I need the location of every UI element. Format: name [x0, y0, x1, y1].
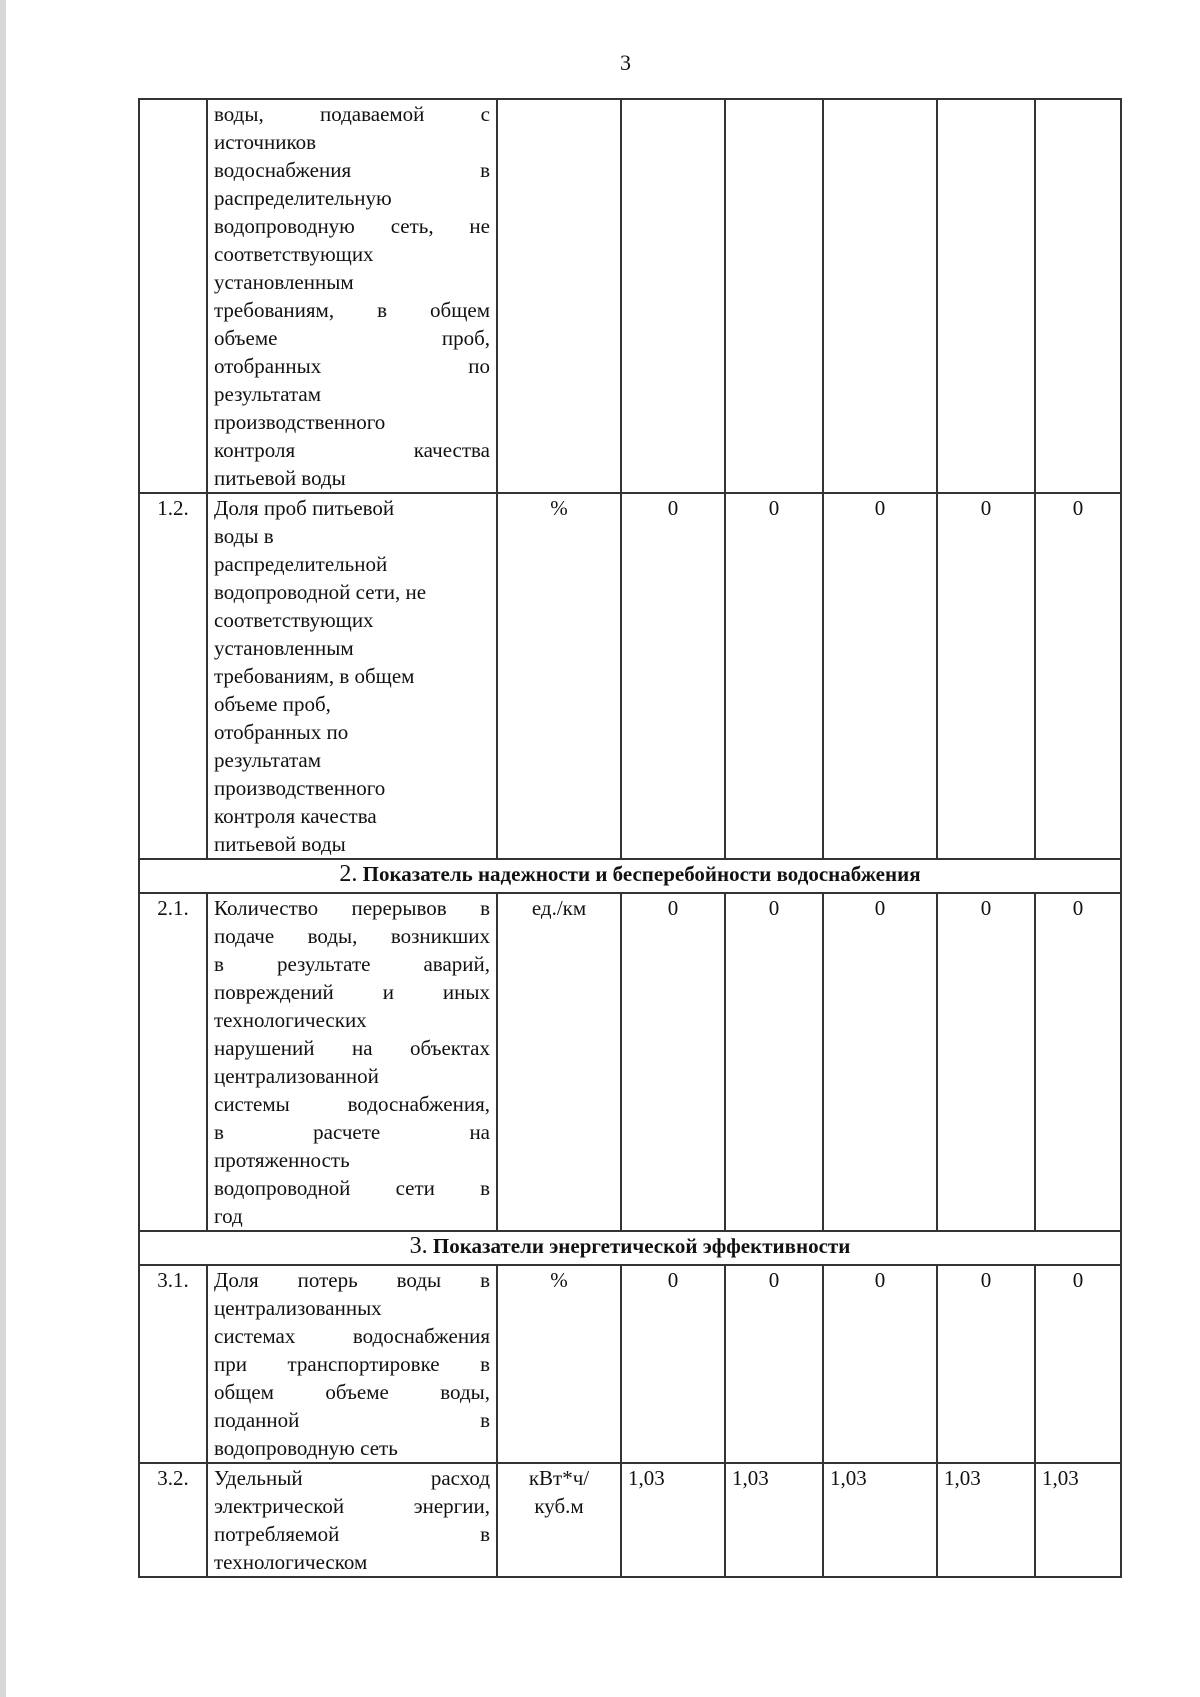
description-line: в результате аварий,: [214, 952, 490, 976]
value-cell: 0: [1035, 1265, 1121, 1463]
section-title: [139, 1231, 1121, 1265]
description-line: питьевой воды: [214, 832, 346, 856]
section-number: 2.: [339, 861, 358, 887]
description-line: водоснабжения в: [214, 158, 490, 182]
description-line: потребляемой в: [214, 1522, 490, 1546]
description-line: воды в: [214, 524, 274, 548]
description-line: производственного: [214, 776, 386, 800]
description-line: подаче воды, возникших: [214, 924, 490, 948]
section-title-text: Показатели энергетической эффективности: [432, 1234, 851, 1258]
description-line: контроля качества: [214, 438, 490, 462]
description-line: протяженность: [214, 1148, 350, 1172]
value-cell: 0: [621, 493, 725, 859]
value-cell: 0: [823, 493, 937, 859]
indicator-description: [207, 893, 497, 1231]
table-row-3-1: [139, 1265, 1121, 1463]
row-number-cell: 2.1.: [139, 893, 207, 1231]
row-number-cell: 3.1.: [139, 1265, 207, 1463]
indicator-description: [207, 1265, 497, 1463]
description-line: питьевой воды: [214, 466, 346, 490]
value-cell: 0: [1035, 493, 1121, 859]
indicators-table: [138, 98, 1122, 1578]
row-number-cell: [139, 99, 207, 493]
value-cell: 0: [621, 1265, 725, 1463]
description-line: водопроводной сети в: [214, 1176, 490, 1200]
description-line: объеме проб,: [214, 326, 490, 350]
description-line: установленным: [214, 636, 354, 660]
description-line: Количество перерывов в: [214, 896, 490, 920]
section-title-text: Показатель надежности и бесперебойности водоснабжения: [362, 862, 921, 886]
description-line: производственного: [214, 410, 386, 434]
description-line: распределительную: [214, 186, 392, 210]
value-cell: 1,03: [725, 1463, 823, 1577]
unit-cell: [497, 1463, 621, 1577]
description-line: требованиям, в общем: [214, 298, 490, 322]
description-line: воды, подаваемой с: [214, 102, 490, 126]
description-line: отобранных по: [214, 720, 349, 744]
value-cell: 1,03: [621, 1463, 725, 1577]
unit-cell: [497, 99, 621, 493]
value-cell: 0: [621, 893, 725, 1231]
description-line: Доля потерь воды в: [214, 1268, 490, 1292]
value-cell: 1,03: [823, 1463, 937, 1577]
description-line: результатам: [214, 748, 322, 772]
value-cell: 0: [823, 893, 937, 1231]
unit-cell: %: [497, 493, 621, 859]
description-line: централизованных: [214, 1296, 382, 1320]
value-cell: [621, 99, 725, 493]
value-cell: 0: [937, 893, 1035, 1231]
table-row-3-2: [139, 1463, 1121, 1577]
description-line: технологических: [214, 1008, 367, 1032]
description-line: общем объеме воды,: [214, 1380, 490, 1404]
description-line: водопроводной сети, не: [214, 580, 427, 604]
description-line: в расчете на: [214, 1120, 490, 1144]
value-cell: 0: [725, 893, 823, 1231]
value-cell: 0: [1035, 893, 1121, 1231]
description-line: нарушений на объектах: [214, 1036, 490, 1060]
description-line: при транспортировке в: [214, 1352, 490, 1376]
description-line: соответствующих: [214, 608, 374, 632]
description-line: контроля качества: [214, 804, 377, 828]
value-cell: 0: [937, 1265, 1035, 1463]
value-cell: 0: [823, 1265, 937, 1463]
row-number-cell: 3.2.: [139, 1463, 207, 1577]
page-number: 3: [620, 50, 631, 75]
description-line: системах водоснабжения: [214, 1324, 490, 1348]
description-line: поданной в: [214, 1408, 490, 1432]
description-line: электрической энергии,: [214, 1494, 490, 1518]
table-row-continuation: [139, 99, 1121, 493]
table-row-2-1: [139, 893, 1121, 1231]
description-line: результатам: [214, 382, 322, 406]
description-line: отобранных по: [214, 354, 490, 378]
description-line: водопроводную сеть, не: [214, 214, 490, 238]
description-line: технологическом: [214, 1550, 368, 1574]
unit-cell: %: [497, 1265, 621, 1463]
value-cell: [1035, 99, 1121, 493]
value-cell: 0: [725, 1265, 823, 1463]
section-header-row-3: [139, 1231, 1121, 1265]
description-line: установленным: [214, 270, 354, 294]
unit-cell: ед./км: [497, 893, 621, 1231]
scan-edge-shade: [0, 0, 6, 1697]
value-cell: [937, 99, 1035, 493]
table-row-1-2: [139, 493, 1121, 859]
description-line: год: [214, 1204, 243, 1228]
description-line: водопроводную сеть: [214, 1436, 398, 1460]
description-line: требованиям, в общем: [214, 664, 415, 688]
description-line: объеме проб,: [214, 692, 331, 716]
description-line: централизованной: [214, 1064, 379, 1088]
indicator-description: [207, 493, 497, 859]
section-number: 3.: [409, 1233, 428, 1259]
description-line: повреждений и иных: [214, 980, 490, 1004]
unit-line: кВт*ч/: [528, 1466, 590, 1490]
description-line: системы водоснабжения,: [214, 1092, 490, 1116]
section-title: [139, 859, 1121, 893]
description-line: источников: [214, 130, 317, 154]
unit-line: куб.м: [534, 1494, 584, 1518]
description-line: Удельный расход: [214, 1466, 490, 1490]
value-cell: 1,03: [937, 1463, 1035, 1577]
value-cell: 0: [725, 493, 823, 859]
description-line: распределительной: [214, 552, 388, 576]
section-header-row-2: [139, 859, 1121, 893]
value-cell: [725, 99, 823, 493]
value-cell: 1,03: [1035, 1463, 1121, 1577]
row-number-cell: 1.2.: [139, 493, 207, 859]
value-cell: [823, 99, 937, 493]
description-line: соответствующих: [214, 242, 374, 266]
description-line: Доля проб питьевой: [214, 496, 395, 520]
indicator-description: [207, 1463, 497, 1577]
indicator-description: [207, 99, 497, 493]
value-cell: 0: [937, 493, 1035, 859]
